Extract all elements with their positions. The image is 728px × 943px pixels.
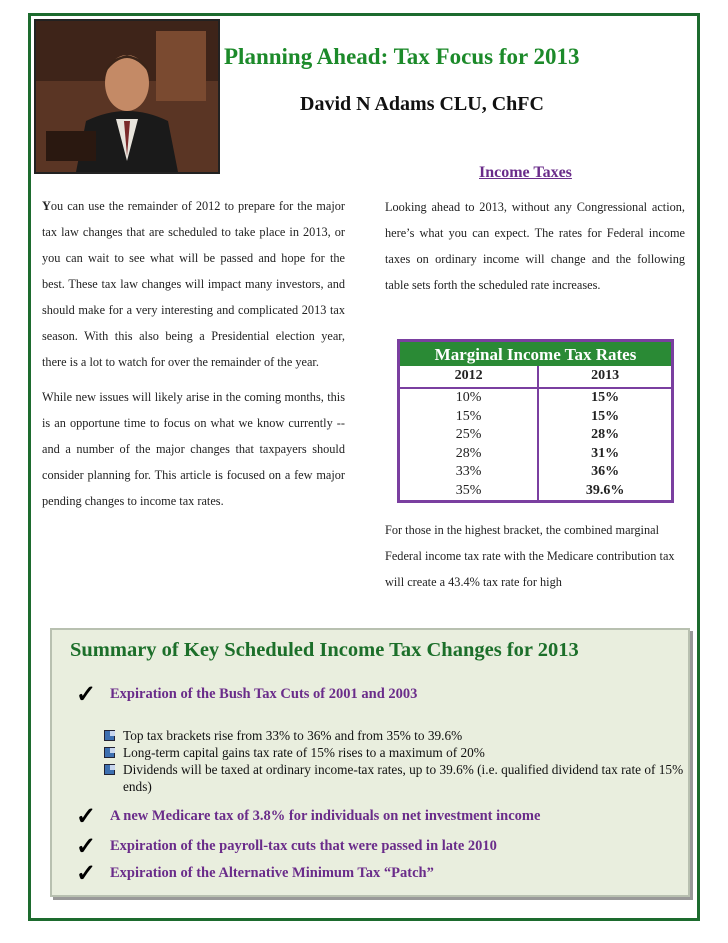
summary-item-label: Expiration of the Alternative Minimum Tax “Patch” bbox=[110, 865, 434, 881]
marginal-rate-table bbox=[397, 339, 674, 503]
rate-2012: 28% bbox=[455, 445, 482, 461]
page-title: Planning Ahead: Tax Focus for 2013 bbox=[224, 44, 580, 69]
summary-item-medicare-tax bbox=[76, 802, 540, 831]
rate-2012: 35% bbox=[455, 482, 482, 498]
second-paragraph: While new issues will likely arise in the coming months, this is an opportune time to focus on what we know currently -- and a number of the major changes that taxpayers should consider planning for. This article is focused on a few major pending changes to income tax rates. bbox=[42, 390, 345, 508]
rate-2013: 28% bbox=[538, 426, 671, 445]
rate-2012: 33% bbox=[455, 464, 482, 479]
rate-2012: 10% bbox=[455, 390, 482, 405]
subitem-text: Top tax brackets rise from 33% to 36% and from 35% to 39.6% bbox=[123, 728, 463, 743]
author-photo bbox=[34, 19, 220, 174]
author-name: David N Adams CLU, ChFC bbox=[300, 93, 544, 115]
rate-2013: 15% bbox=[538, 408, 671, 427]
left-column bbox=[42, 193, 345, 514]
right-column bbox=[385, 194, 685, 298]
summary-item-amt-patch bbox=[76, 859, 434, 888]
summary-item-label: Expiration of the Bush Tax Cuts of 2001 and 2003 bbox=[110, 686, 418, 702]
author-portrait-image bbox=[36, 21, 218, 172]
summary-subitem bbox=[104, 744, 684, 761]
col-2012-header: 2012 bbox=[400, 366, 538, 388]
table-row bbox=[400, 463, 671, 482]
rate-table-header-row bbox=[400, 366, 671, 388]
summary-subitem bbox=[104, 761, 684, 795]
summary-item-bush-tax-cuts bbox=[76, 680, 417, 709]
rate-2013: 31% bbox=[538, 445, 671, 464]
summary-item-label: A new Medicare tax of 3.8% for individuals on net investment income bbox=[110, 808, 541, 824]
highest-bracket-paragraph: For those in the highest bracket, the combined marginal Federal income tax rate with the Medicare contribution tax will create a 43.4% tax rate for high bbox=[385, 523, 675, 589]
table-row bbox=[400, 388, 671, 408]
bullet-icon bbox=[104, 730, 115, 741]
rate-2013: 36% bbox=[538, 463, 671, 482]
summary-subitem bbox=[104, 727, 684, 744]
table-row bbox=[400, 426, 671, 445]
summary-title: Summary of Key Scheduled Income Tax Changes for 2013 bbox=[70, 639, 579, 661]
checkmark-icon: ✓ bbox=[76, 861, 97, 887]
rate-2013: 39.6% bbox=[538, 482, 671, 501]
subitem-text: Long-term capital gains tax rate of 15% rises to a maximum of 20% bbox=[123, 745, 485, 760]
rate-2012: 15% bbox=[455, 408, 482, 424]
bullet-icon bbox=[104, 747, 115, 758]
income-taxes-paragraph: Looking ahead to 2013, without any Congressional action, here’s what you can expect. The rates for Federal income taxes on ordinary income will change and the following table sets forth the scheduled rate increases. bbox=[385, 200, 685, 292]
bullet-icon bbox=[104, 764, 115, 775]
table-row bbox=[400, 445, 671, 464]
table-row bbox=[400, 482, 671, 501]
checkmark-icon: ✓ bbox=[76, 682, 97, 708]
intro-paragraph bbox=[42, 193, 345, 375]
right-column-continued bbox=[385, 517, 685, 595]
summary-item-label: Expiration of the payroll-tax cuts that were passed in late 2010 bbox=[110, 838, 497, 854]
rate-table-title: Marginal Income Tax Rates bbox=[400, 342, 671, 366]
rate-2012: 25% bbox=[455, 427, 482, 442]
table-row bbox=[400, 408, 671, 427]
income-taxes-heading: Income Taxes bbox=[479, 164, 572, 181]
drop-letter: Y bbox=[42, 199, 51, 213]
summary-box bbox=[50, 628, 690, 897]
summary-item-payroll-tax bbox=[76, 832, 497, 861]
rate-2013: 15% bbox=[538, 388, 671, 408]
checkmark-icon: ✓ bbox=[76, 834, 97, 860]
intro-text: ou can use the remainder of 2012 to prepare for the major tax law changes that are scheduled to take place in 2013, or you can wait to see what will be passed and hope for the best. These tax law changes will impact many investors, and should make for a very interesting and complicated 2013 tax season. With this also being a Presidential election year, there is a lot to watch for over the remainder of the year. bbox=[42, 199, 345, 369]
checkmark-icon: ✓ bbox=[76, 804, 97, 830]
col-2013-header: 2013 bbox=[538, 366, 671, 388]
subitem-text: Dividends will be taxed at ordinary income-tax rates, up to 39.6% (i.e. qualified dividend tax rate of 15% ends) bbox=[123, 762, 684, 794]
